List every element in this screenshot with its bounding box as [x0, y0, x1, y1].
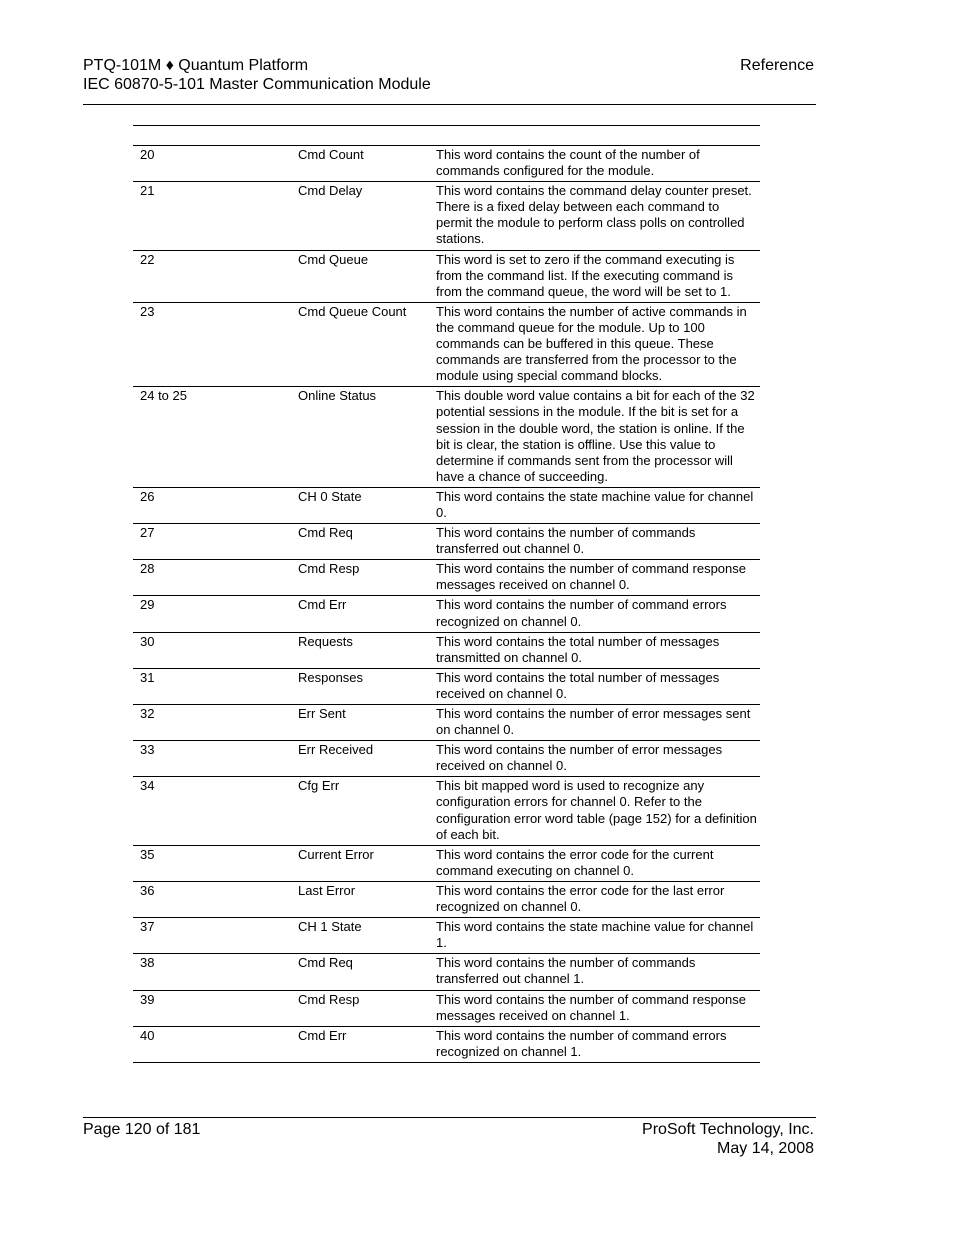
- cell-offset: 34: [133, 777, 291, 845]
- table-body: [133, 146, 760, 1063]
- cell-offset: 28: [133, 560, 291, 596]
- table-row: [133, 741, 760, 777]
- cell-name: Current Error: [291, 845, 431, 881]
- table-row: [133, 777, 760, 845]
- publisher-info: [642, 1120, 814, 1158]
- cell-name: Cmd Err: [291, 1026, 431, 1062]
- table-row: [133, 881, 760, 917]
- cell-description: This word contains the number of command response messages received on channel 0.: [431, 560, 760, 596]
- cell-description: This word contains the number of command response messages received on channel 1.: [431, 990, 760, 1026]
- table-row: [133, 1026, 760, 1062]
- document-title: [83, 56, 643, 94]
- table-row: [133, 146, 760, 182]
- cell-description: This word is set to zero if the command executing is from the command list. If the executing command is from the command queue, the word will be set to 1.: [431, 250, 760, 302]
- cell-offset: 33: [133, 741, 291, 777]
- table-row: [133, 990, 760, 1026]
- cell-description: This word contains the number of error messages received on channel 0.: [431, 741, 760, 777]
- table-row: [133, 918, 760, 954]
- table-row: [133, 387, 760, 488]
- header-divider: [83, 104, 816, 105]
- cell-description: This word contains the number of commands transferred out channel 1.: [431, 954, 760, 990]
- column-header-name: [291, 126, 431, 146]
- cell-offset: 32: [133, 705, 291, 741]
- cell-description: This double word value contains a bit for each of the 32 potential sessions in the module. If the bit is set for a session in the double word, the station is online. If the bit is clear, the station is offline. Use this value to determine if commands sent from the processor will have a chance of succeeding.: [431, 387, 760, 488]
- cell-name: Cmd Resp: [291, 560, 431, 596]
- table-row: [133, 596, 760, 632]
- section-name: Reference: [740, 57, 814, 74]
- cell-offset: 36: [133, 881, 291, 917]
- cell-offset: 31: [133, 668, 291, 704]
- footer-divider: [83, 1117, 816, 1118]
- table-row: [133, 487, 760, 523]
- publication-date: May 14, 2008: [717, 1140, 814, 1157]
- cell-offset: 27: [133, 524, 291, 560]
- cell-description: This word contains the command delay counter preset. There is a fixed delay between each command to permit the module to perform class polls on controlled stations.: [431, 182, 760, 250]
- cell-name: Cmd Queue: [291, 250, 431, 302]
- cell-description: This word contains the state machine value for channel 0.: [431, 487, 760, 523]
- cell-offset: 40: [133, 1026, 291, 1062]
- company-name: ProSoft Technology, Inc.: [642, 1121, 814, 1138]
- register-table-container: [133, 125, 760, 1063]
- cell-name: Cmd Resp: [291, 990, 431, 1026]
- column-header-offset: [133, 126, 291, 146]
- table-row: [133, 705, 760, 741]
- table-row: [133, 182, 760, 250]
- cell-offset: 35: [133, 845, 291, 881]
- cell-description: This word contains the number of error messages sent on channel 0.: [431, 705, 760, 741]
- table-row: [133, 560, 760, 596]
- register-table: [133, 125, 760, 1063]
- cell-offset: 26: [133, 487, 291, 523]
- cell-name: Cfg Err: [291, 777, 431, 845]
- cell-offset: 20: [133, 146, 291, 182]
- cell-name: Cmd Count: [291, 146, 431, 182]
- cell-name: Cmd Err: [291, 596, 431, 632]
- table-row: [133, 954, 760, 990]
- cell-name: Last Error: [291, 881, 431, 917]
- cell-name: CH 1 State: [291, 918, 431, 954]
- cell-description: This word contains the error code for the last error recognized on channel 0.: [431, 881, 760, 917]
- table-row: [133, 302, 760, 386]
- cell-offset: 22: [133, 250, 291, 302]
- cell-name: Cmd Queue Count: [291, 302, 431, 386]
- column-header-description: [431, 126, 760, 146]
- cell-description: This word contains the total number of messages transmitted on channel 0.: [431, 632, 760, 668]
- cell-description: This word contains the total number of messages received on channel 0.: [431, 668, 760, 704]
- cell-name: Err Received: [291, 741, 431, 777]
- table-row: [133, 668, 760, 704]
- table-row: [133, 524, 760, 560]
- table-header-row: [133, 126, 760, 146]
- cell-offset: 38: [133, 954, 291, 990]
- cell-description: This word contains the state machine value for channel 1.: [431, 918, 760, 954]
- cell-offset: 39: [133, 990, 291, 1026]
- table-row: [133, 845, 760, 881]
- cell-description: This word contains the count of the number of commands configured for the module.: [431, 146, 760, 182]
- cell-description: This word contains the number of commands transferred out channel 0.: [431, 524, 760, 560]
- cell-name: Cmd Req: [291, 524, 431, 560]
- cell-offset: 21: [133, 182, 291, 250]
- document-title-line2: IEC 60870-5-101 Master Communication Module: [83, 76, 431, 93]
- table-row: [133, 250, 760, 302]
- cell-name: Requests: [291, 632, 431, 668]
- cell-description: This word contains the number of command errors recognized on channel 0.: [431, 596, 760, 632]
- cell-offset: 29: [133, 596, 291, 632]
- cell-name: Cmd Delay: [291, 182, 431, 250]
- cell-offset: 24 to 25: [133, 387, 291, 488]
- cell-name: Responses: [291, 668, 431, 704]
- cell-offset: 30: [133, 632, 291, 668]
- cell-description: This bit mapped word is used to recognize any configuration errors for channel 0. Refer to the configuration error word table (page 152) for a definition of each bit.: [431, 777, 760, 845]
- cell-description: This word contains the number of command errors recognized on channel 1.: [431, 1026, 760, 1062]
- cell-name: CH 0 State: [291, 487, 431, 523]
- cell-offset: 37: [133, 918, 291, 954]
- cell-description: This word contains the error code for the current command executing on channel 0.: [431, 845, 760, 881]
- cell-offset: 23: [133, 302, 291, 386]
- cell-name: Err Sent: [291, 705, 431, 741]
- cell-name: Online Status: [291, 387, 431, 488]
- table-row: [133, 632, 760, 668]
- page-number: Page 120 of 181: [83, 1121, 201, 1138]
- cell-name: Cmd Req: [291, 954, 431, 990]
- document-title-line1: PTQ-101M ♦ Quantum Platform: [83, 57, 309, 74]
- cell-description: This word contains the number of active commands in the command queue for the module. Up to 100 commands can be buffered in this queue. These commands are transferred from the processor to the module using special command blocks.: [431, 302, 760, 386]
